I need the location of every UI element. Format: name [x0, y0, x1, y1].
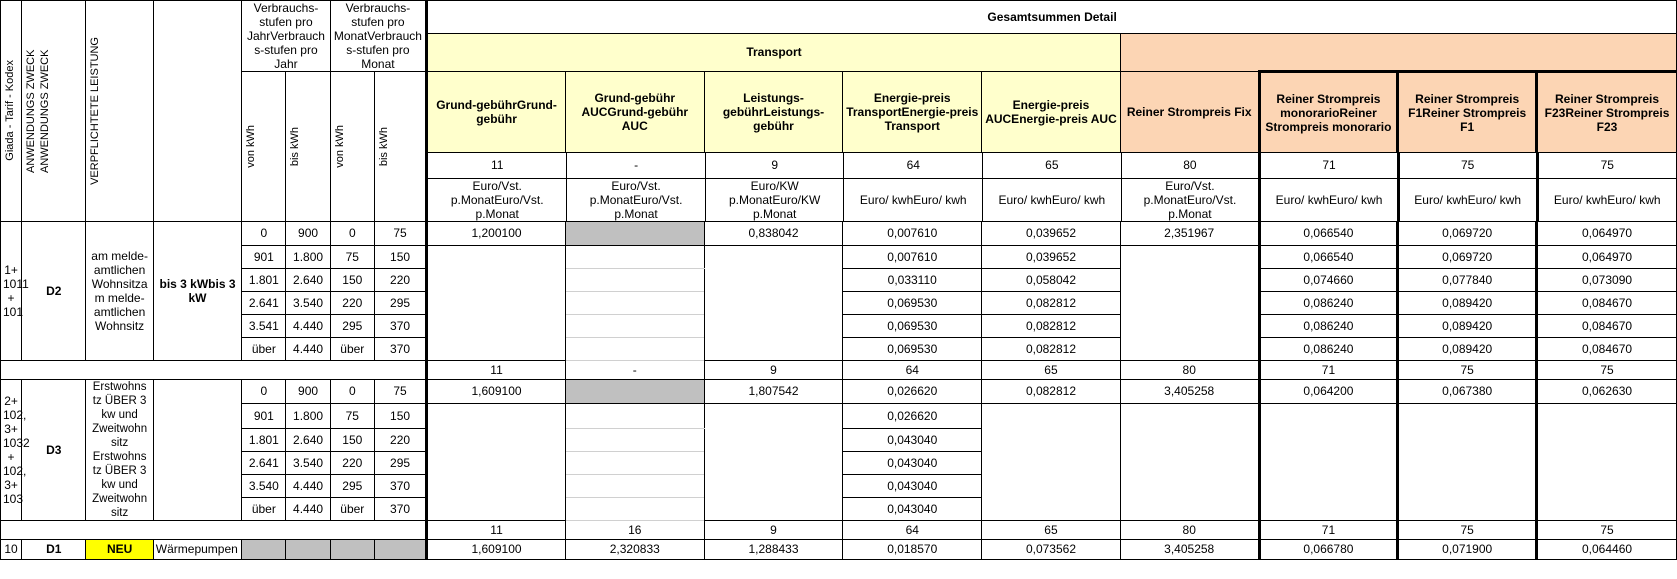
energie-transport-value: 0,043040 — [843, 497, 982, 520]
f1-value: 0,089420 — [1398, 314, 1537, 337]
unit-cell: Euro/ kwhEuro/ kwh — [1260, 178, 1399, 221]
kodex-header — [1, 1, 22, 222]
unit-cell: Euro/ kwhEuro/ kwh — [1537, 178, 1676, 221]
f23-value: 0,064460 — [1537, 539, 1677, 559]
code-cell: 80 — [1121, 153, 1260, 178]
unit-cell: Euro/Vst. p.MonatEuro/Vst. p.Monat — [428, 178, 567, 221]
d3-kodex: 2+ 102, 3+ 1032 + 102, 3+ 103 — [1, 379, 22, 520]
d2-tarif: D2 — [22, 221, 86, 360]
jahr-von: über — [242, 337, 286, 360]
sep-code: 71 — [1259, 520, 1398, 539]
auc-empty — [565, 428, 704, 451]
energie-auc-value: 0,082812 — [982, 379, 1121, 403]
sep-code: 16 — [565, 520, 704, 539]
energie-transport-value: 0,007610 — [843, 221, 982, 245]
auc-empty — [565, 403, 704, 428]
fix-value: 2,351967 — [1120, 221, 1259, 245]
monat-bis: 295 — [374, 451, 426, 474]
gray-cell — [374, 539, 426, 559]
d3-leistung-empty — [153, 379, 241, 520]
sep-code: 80 — [1120, 520, 1259, 539]
auc-empty — [565, 451, 704, 474]
monat-header: Verbrauchs-stufen pro MonatVerbrauch s-stufen pro Monat — [330, 1, 426, 72]
separator-blank — [1, 520, 427, 539]
energie-transport-value: 0,018570 — [843, 539, 982, 559]
jahr-bis: 4.440 — [286, 337, 330, 360]
jahr-von: 901 — [242, 245, 286, 268]
sep-code: 65 — [982, 360, 1121, 379]
jahr-bis: 900 — [286, 379, 330, 403]
leistung-header — [86, 1, 153, 222]
energie-transport-value: 0,043040 — [843, 428, 982, 451]
monat-von: über — [330, 497, 374, 520]
sep-code: - — [565, 360, 704, 379]
d2-row — [1, 221, 1677, 245]
fix-empty — [1120, 245, 1259, 360]
d1-tarif: D1 — [22, 539, 86, 559]
f23-value: 0,084670 — [1537, 314, 1677, 337]
sep-code: 75 — [1398, 360, 1537, 379]
sep-code: 75 — [1537, 360, 1677, 379]
monat-von: 295 — [330, 474, 374, 497]
jahr-bis: 4.440 — [286, 474, 330, 497]
d1-neu-badge: NEU — [86, 539, 153, 559]
monat-bis: 220 — [374, 428, 426, 451]
grund-value: 1,609100 — [427, 379, 566, 403]
kodex-header-label: Giada - Tarif - Kodex — [4, 60, 16, 162]
grund-empty — [427, 245, 566, 360]
bis-monat-label: bis kWh — [377, 126, 390, 166]
jahr-bis: 1.800 — [286, 403, 330, 428]
mono-value: 0,066780 — [1259, 539, 1398, 559]
gray-cell — [242, 539, 286, 559]
leistung-value: 1,288433 — [704, 539, 843, 559]
sep-code: 9 — [704, 360, 843, 379]
monat-von: 220 — [330, 291, 374, 314]
auc-empty — [565, 314, 704, 337]
energie-auc-value: 0,082812 — [982, 291, 1121, 314]
gesamt-header: Gesamtsummen Detail — [427, 1, 1677, 34]
jahr-von: 2.641 — [242, 451, 286, 474]
code-cell: 75 — [1398, 153, 1537, 178]
energie-transport-value: 0,069530 — [843, 314, 982, 337]
energie-transport-value: 0,026620 — [843, 403, 982, 428]
monat-bis: 370 — [374, 337, 426, 360]
transport-header: Transport — [427, 33, 1121, 71]
units-row — [428, 178, 1676, 221]
gray-cell — [330, 539, 374, 559]
separator-row — [1, 360, 1677, 379]
f23-value: 0,073090 — [1537, 268, 1677, 291]
jahr-bis: 3.540 — [286, 291, 330, 314]
zweck-header — [22, 1, 86, 222]
sep-code: 75 — [1537, 520, 1677, 539]
sep-code: 80 — [1120, 360, 1259, 379]
monat-von: 75 — [330, 245, 374, 268]
sep-code: 9 — [704, 520, 843, 539]
sep-code: 64 — [843, 520, 982, 539]
unit-cell: Euro/ kwhEuro/ kwh — [844, 178, 983, 221]
monat-bis: 150 — [374, 403, 426, 428]
von-monat-label: von kWh — [333, 124, 346, 168]
monat-von: 150 — [330, 268, 374, 291]
jahr-von: 3.541 — [242, 314, 286, 337]
mono-value: 0,066540 — [1259, 245, 1398, 268]
grund-auc-value: 2,320833 — [565, 539, 704, 559]
energie-auc-value: 0,039652 — [982, 221, 1121, 245]
auc-empty — [565, 337, 704, 360]
von-monat-header — [330, 72, 374, 222]
jahr-von: 1.801 — [242, 268, 286, 291]
f1-empty — [1398, 403, 1537, 520]
sep-code: 65 — [982, 520, 1121, 539]
col-strompreis-fix: Reiner Strompreis Fix — [1120, 72, 1259, 153]
monat-von: 0 — [330, 379, 374, 403]
von-jahr-header — [242, 72, 286, 222]
monat-bis: 75 — [374, 221, 426, 245]
col-grundgebuehr: Grund-gebührGrund-gebühr — [427, 72, 566, 153]
auc-empty — [565, 497, 704, 520]
f23-value: 0,062630 — [1537, 379, 1677, 403]
monat-von: 220 — [330, 451, 374, 474]
energie-transport-value: 0,033110 — [843, 268, 982, 291]
gray-cell — [286, 539, 330, 559]
separator-row — [1, 520, 1677, 539]
mono-empty — [1259, 403, 1398, 520]
monat-von: 150 — [330, 428, 374, 451]
grund-empty — [427, 403, 566, 520]
separator-blank — [1, 360, 427, 379]
energie-transport-value: 0,069530 — [843, 291, 982, 314]
strompreis-band — [1120, 33, 1676, 71]
jahr-von: 0 — [242, 379, 286, 403]
f1-value: 0,077840 — [1398, 268, 1537, 291]
jahr-von: 1.801 — [242, 428, 286, 451]
auc-empty — [565, 221, 704, 245]
auc-empty — [565, 245, 704, 268]
grund-value: 1,200100 — [427, 221, 566, 245]
monat-bis: 75 — [374, 379, 426, 403]
unit-cell: Euro/ kwhEuro/ kwh — [983, 178, 1122, 221]
von-jahr-label: von kWh — [245, 124, 258, 168]
energie-transport-value: 0,043040 — [843, 474, 982, 497]
f1-value: 0,069720 — [1398, 221, 1537, 245]
zweck-header-label: ANWENDUNGS ZWECK ANWENDUNGS ZWECK — [25, 49, 52, 173]
unit-cell: Euro/ kwhEuro/ kwh — [1398, 178, 1537, 221]
unit-cell: Euro/Vst. p.MonatEuro/Vst. p.Monat — [567, 178, 706, 221]
monat-bis: 150 — [374, 245, 426, 268]
jahr-bis: 900 — [286, 221, 330, 245]
col-energiepreis-auc: Energie-preis AUCEnergie-preis AUC — [982, 72, 1121, 153]
energie-transport-value: 0,069530 — [843, 337, 982, 360]
code-cell: 9 — [705, 153, 844, 178]
leistung-value: 0,838042 — [704, 221, 843, 245]
col-strompreis-f1: Reiner Strompreis F1Reiner Strompreis F1 — [1398, 72, 1537, 153]
jahr-bis: 4.440 — [286, 497, 330, 520]
codes-row — [428, 153, 1676, 178]
code-cell: 71 — [1260, 153, 1399, 178]
jahr-von: 0 — [242, 221, 286, 245]
mono-value: 0,066540 — [1259, 221, 1398, 245]
jahr-bis: 1.800 — [286, 245, 330, 268]
sep-code: 11 — [427, 360, 566, 379]
d2-row — [1, 245, 1677, 268]
energie-transport-value: 0,043040 — [843, 451, 982, 474]
d1-leistung: Wärmepumpen — [153, 539, 241, 559]
leistung-header-label: VERPFLICHTETE LEISTUNG — [89, 36, 102, 185]
sep-code: 11 — [427, 520, 566, 539]
bis-monat-header — [374, 72, 426, 222]
fix-value: 3,405258 — [1120, 379, 1259, 403]
d2-kodex: 1+ 1011 + 101 — [1, 221, 22, 360]
leistung-empty — [704, 245, 843, 360]
unit-cell: Euro/Vst. p.MonatEuro/Vst. p.Monat — [1121, 178, 1260, 221]
monat-von: über — [330, 337, 374, 360]
col-strompreis-monorario: Reiner Strompreis monorarioReiner Strompreis monorario — [1259, 72, 1398, 153]
col-energiepreis-transport: Energie-preis TransportEnergie-preis Transport — [843, 72, 982, 153]
jahr-von: über — [242, 497, 286, 520]
jahr-bis: 4.440 — [286, 314, 330, 337]
d2-leistung: bis 3 kWbis 3 kW — [153, 221, 241, 360]
leistung-value: 1,807542 — [704, 379, 843, 403]
monat-von: 75 — [330, 403, 374, 428]
f1-value: 0,069720 — [1398, 245, 1537, 268]
jahr-bis: 2.640 — [286, 428, 330, 451]
energie-auc-value: 0,082812 — [982, 314, 1121, 337]
leistung-empty — [704, 403, 843, 520]
code-cell: 75 — [1537, 153, 1676, 178]
mono-value: 0,086240 — [1259, 337, 1398, 360]
f23-value: 0,084670 — [1537, 337, 1677, 360]
monat-von: 0 — [330, 221, 374, 245]
mono-value: 0,064200 — [1259, 379, 1398, 403]
jahr-von: 3.540 — [242, 474, 286, 497]
monat-bis: 295 — [374, 291, 426, 314]
f1-value: 0,067380 — [1398, 379, 1537, 403]
f1-value: 0,071900 — [1398, 539, 1537, 559]
f1-value: 0,089420 — [1398, 291, 1537, 314]
jahr-bis: 3.540 — [286, 451, 330, 474]
sep-code: 75 — [1398, 520, 1537, 539]
mono-value: 0,074660 — [1259, 268, 1398, 291]
energie-auc-empty — [982, 403, 1121, 520]
monat-bis: 370 — [374, 497, 426, 520]
jahr-header: Verbrauchs-stufen pro JahrVerbrauch s-stufen pro Jahr — [242, 1, 330, 72]
d1-kodex: 10 — [1, 539, 22, 559]
unit-cell: Euro/KW p.MonatEuro/KW p.Monat — [705, 178, 844, 221]
fix-empty — [1120, 403, 1259, 520]
auc-empty — [565, 474, 704, 497]
monat-bis: 370 — [374, 314, 426, 337]
col-strompreis-f23: Reiner Strompreis F23Reiner Strompreis F23 — [1537, 72, 1677, 153]
fix-value: 3,405258 — [1120, 539, 1259, 559]
auc-empty — [565, 291, 704, 314]
sep-code: 64 — [843, 360, 982, 379]
f1-value: 0,089420 — [1398, 337, 1537, 360]
f23-value: 0,084670 — [1537, 291, 1677, 314]
d3-row — [1, 379, 1677, 403]
grund-value: 1,609100 — [427, 539, 566, 559]
jahr-bis: 2.640 — [286, 268, 330, 291]
energie-auc-value: 0,039652 — [982, 245, 1121, 268]
mono-value: 0,086240 — [1259, 314, 1398, 337]
code-cell: 11 — [428, 153, 567, 178]
bis-jahr-header — [286, 72, 330, 222]
f23-value: 0,064970 — [1537, 245, 1677, 268]
d3-row — [1, 403, 1677, 428]
jahr-von: 901 — [242, 403, 286, 428]
jahr-von: 2.641 — [242, 291, 286, 314]
code-cell: 65 — [983, 153, 1122, 178]
d2-zweck: am melde-amtlichen Wohnsitza m melde-amtlichen Wohnsitz — [86, 221, 153, 360]
auc-empty — [565, 268, 704, 291]
energie-auc-value: 0,082812 — [982, 337, 1121, 360]
bis-jahr-label: bis kWh — [289, 126, 302, 166]
mono-value: 0,086240 — [1259, 291, 1398, 314]
monat-bis: 220 — [374, 268, 426, 291]
energie-auc-value: 0,058042 — [982, 268, 1121, 291]
energie-auc-value: 0,073562 — [982, 539, 1121, 559]
auc-empty — [565, 379, 704, 403]
d3-zweck: Erstwohns tz ÜBER 3 kw und Zweitwohn sitz Erstwohns tz ÜBER 3 kw und Zweitwohn sitz — [86, 379, 153, 520]
f23-value: 0,064970 — [1537, 221, 1677, 245]
code-cell: 64 — [844, 153, 983, 178]
d3-tarif: D3 — [22, 379, 86, 520]
col-grundgebuehr-auc: Grund-gebühr AUCGrund-gebühr AUC — [565, 72, 704, 153]
code-cell: - — [567, 153, 706, 178]
monat-von: 295 — [330, 314, 374, 337]
col-leistungsgebuehr: Leistungs-gebührLeistungs-gebühr — [704, 72, 843, 153]
sep-code: 71 — [1259, 360, 1398, 379]
energie-transport-value: 0,026620 — [843, 379, 982, 403]
f23-empty — [1537, 403, 1677, 520]
d1-row — [1, 539, 1677, 559]
energie-transport-value: 0,007610 — [843, 245, 982, 268]
monat-bis: 370 — [374, 474, 426, 497]
